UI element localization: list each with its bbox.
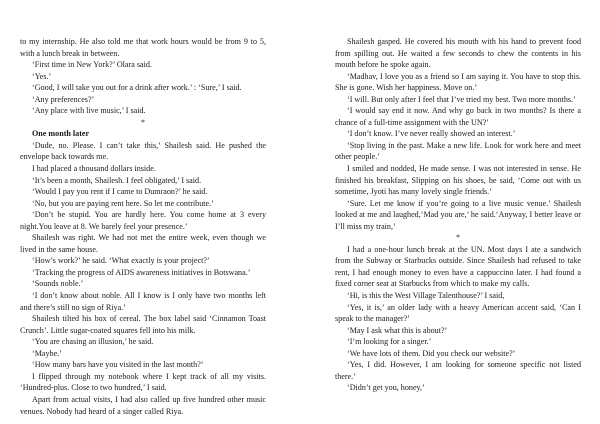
paragraph: ‘It’s been a month, Shailesh. I feel obligated,’ I said. bbox=[32, 175, 202, 185]
paragraph: ‘Any preferences?’ bbox=[32, 94, 95, 104]
paragraph: I had placed a thousand dollars inside. bbox=[32, 164, 156, 174]
paragraph: ‘Hi, is this the West Village Talenthouse?’ I said, bbox=[347, 291, 505, 301]
paragraph: ‘Don’t be stupid. You are hardly here. You come home at 3 every night.You leave at 8. We barely feel your presence.’ bbox=[20, 210, 266, 231]
paragraph: ‘Tracking the progress of AIDS awareness initiatives in Botswana.’ bbox=[32, 267, 251, 277]
paragraph: ‘You are chasing an illusion,’ he said. bbox=[32, 337, 154, 347]
paragraph: ‘I don’t know. I’ve never really showed an interest.’ bbox=[347, 129, 516, 139]
section-break: * bbox=[140, 117, 146, 127]
paragraph: ‘I would say end it now. And why go back in two months? Is there a chance of a full-time assignment with the UN?’ bbox=[335, 106, 581, 127]
paragraph: ‘No, but you are paying rent here. So let me contribute.’ bbox=[32, 198, 214, 208]
paragraph: ‘Any place with live music,’ I said. bbox=[32, 106, 146, 116]
paragraph: ‘I will. But only after I feel that I’ve tried my best. Two more months.’ bbox=[347, 94, 576, 104]
paragraph: ‘May I ask what this is about?’ bbox=[347, 325, 448, 335]
paragraph: ‘We have lots of them. Did you check our website?’ bbox=[347, 348, 516, 358]
paragraph: Shailesh gasped. He covered his mouth with his hand to prevent food from spilling out. He waited a few seconds to chew the contents in his mouth before he spoke again. bbox=[335, 37, 581, 70]
paragraph: ‘Dude, no. Please. I can’t take this,’ Shailesh said. He pushed the envelope back towards me. bbox=[20, 140, 266, 162]
paragraph: I had a one-hour lunch break at the UN. Most days I ate a sandwich from the Subway or Starbucks outside. Since Shailesh had refused to take rent, I had enough money to even have a cappuccino later. I had found a fixed corner seat at Starbucks from which to make my calls. bbox=[335, 244, 581, 289]
paragraph: ‘Good, I will take you out for a drink after work.’ : ‘Sure,’ I said. bbox=[32, 83, 242, 93]
paragraph: ‘I don’t know about noble. All I know is I only have two months left and there’s still no sign of Riya.’ bbox=[20, 291, 266, 312]
section-break: * bbox=[455, 233, 461, 243]
paragraph: ‘Maybe.’ bbox=[32, 348, 62, 358]
paragraph: Shailesh tilted his box of cereal. The box label said ‘Cinnamon Toast Crunch’. Little sugar-coated squares fell into his milk. bbox=[20, 314, 266, 335]
paragraph: to my internship. He also told me that work hours would be from 9 to 5, with a lunch break in between. bbox=[20, 37, 266, 58]
paragraph: I smiled and nodded, He made sense. I was not interested in sense. He finished his breakfast, Slipping on his shoes, he said, ‘Come out with us sometime, Jyoti has many lovely single friends.’ bbox=[335, 164, 581, 197]
paragraph: ‘Yes, I did. However, I am looking for someone specific not listed there.’ bbox=[335, 360, 581, 381]
paragraph: ‘Stop living in the past. Make a new life. Look for work here and meet other people.’ bbox=[335, 140, 581, 162]
paragraph: ‘Would I pay you rent if I came to Dumraon?’ he said. bbox=[32, 187, 208, 197]
right-column-text bbox=[335, 36, 581, 394]
paragraph: Apart from actual visits, I had also called up five hundred other music venues. Nobody had heard of a singer called Riya. bbox=[20, 394, 266, 416]
paragraph: Shailesh was right. We had not met the entire week, even though we lived in the same house. bbox=[20, 233, 266, 254]
paragraph: ‘Sounds noble.’ bbox=[32, 279, 84, 289]
paragraph: ‘Madhav, I love you as a friend so I am saying it. You have to stop this. She is gone. Wish her happiness. Move on.’ bbox=[335, 71, 581, 93]
paragraph: ‘Yes, it is,’ an older lady with a heavy American accent said, ‘Can I speak to the manager?’ bbox=[335, 302, 581, 324]
paragraph: I flipped through my notebook where I kept track of all my visits. ‘Hundred-plus. Close to two hundred,’ I said. bbox=[20, 371, 266, 393]
section-heading: One month later bbox=[32, 129, 90, 139]
paragraph: ‘How’s work?’ he said. ‘What exactly is your project?’ bbox=[32, 256, 210, 266]
paragraph: ‘Didn’t get you, honey,’ bbox=[347, 383, 425, 393]
left-column-text bbox=[20, 36, 266, 417]
paragraph: ‘How many bars have you visited in the last month?’ bbox=[32, 360, 204, 370]
paragraph: ‘First time in New York?’ Olara said. bbox=[32, 60, 152, 70]
paragraph: ‘Yes.’ bbox=[32, 71, 52, 81]
paragraph: ‘Sure. Let me know if you’re going to a live music venue.’ Shailesh looked at me and laughed,‘Mad you are,’ he said.‘Anyway, I better leave or I’ll miss my train,’ bbox=[335, 198, 581, 231]
paragraph: ‘I’m looking for a singer.’ bbox=[347, 337, 432, 347]
